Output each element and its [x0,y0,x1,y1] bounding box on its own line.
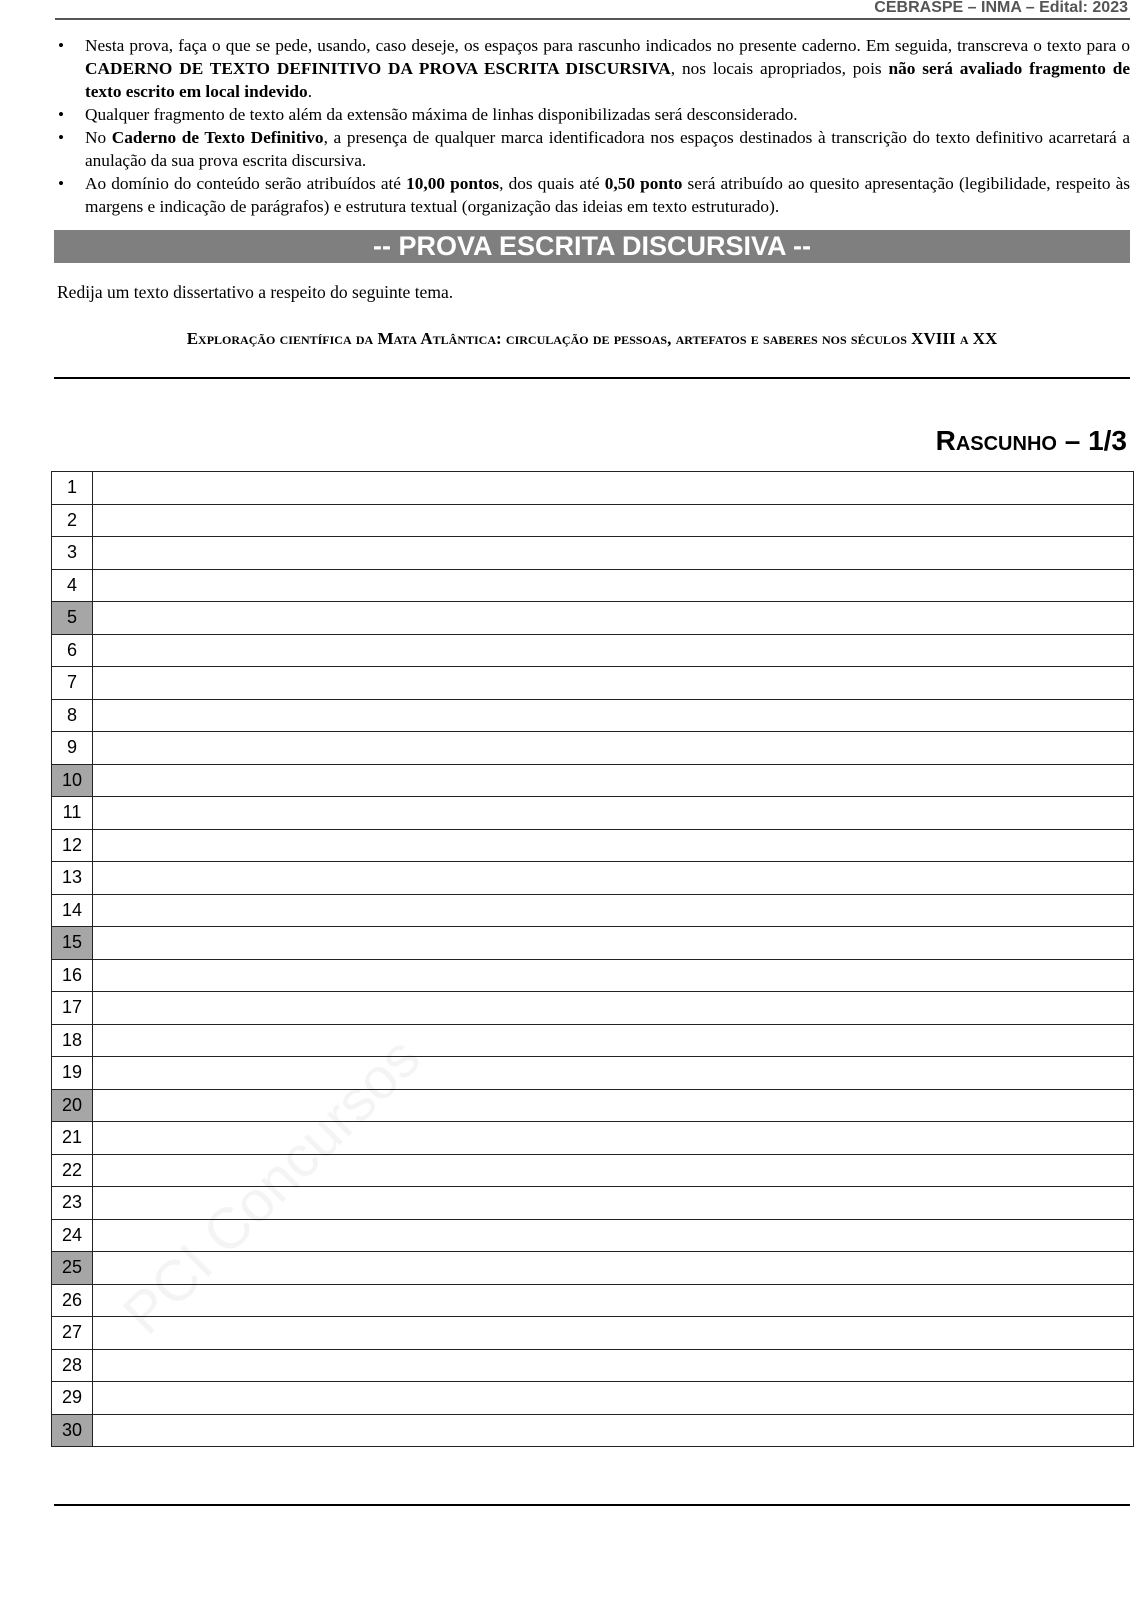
line-number: 13 [52,862,93,895]
line-number: 26 [52,1284,93,1317]
line-number: 1 [52,472,93,505]
draft-writing-line[interactable] [93,537,1134,570]
draft-line-row [52,634,1134,667]
draft-line-row [52,699,1134,732]
line-number: 22 [52,1154,93,1187]
draft-line-row [52,1414,1134,1447]
line-number: 30 [52,1414,93,1447]
draft-writing-line[interactable] [93,894,1134,927]
line-number: 6 [52,634,93,667]
draft-writing-line[interactable] [93,602,1134,635]
line-number: 18 [52,1024,93,1057]
draft-writing-line[interactable] [93,1382,1134,1415]
instruction-emphasis: 0,50 ponto [604,174,683,193]
instruction-text: Qualquer fragmento de texto além da extensão máxima de linhas disponibilizadas será desconsiderado. [85,105,798,124]
draft-line-row [52,1057,1134,1090]
instruction-item [56,126,1130,172]
draft-writing-line[interactable] [93,1154,1134,1187]
line-number: 20 [52,1089,93,1122]
draft-line-row [52,1382,1134,1415]
draft-line-row [52,1154,1134,1187]
exam-banner: -- PROVA ESCRITA DISCURSIVA -- [54,230,1130,263]
line-number: 5 [52,602,93,635]
draft-writing-line[interactable] [93,992,1134,1025]
draft-line-row [52,667,1134,700]
line-number: 28 [52,1349,93,1382]
instruction-text: . [307,82,313,101]
draft-writing-line[interactable] [93,569,1134,602]
draft-writing-line[interactable] [93,829,1134,862]
draft-writing-line[interactable] [93,472,1134,505]
draft-line-row [52,862,1134,895]
draft-lines-table [51,471,1134,1447]
line-number: 24 [52,1219,93,1252]
prompt-text: Redija um texto dissertativo a respeito do seguinte tema. [57,282,454,302]
line-number: 21 [52,1122,93,1155]
line-number: 14 [52,894,93,927]
line-number: 8 [52,699,93,732]
draft-writing-line[interactable] [93,634,1134,667]
line-number: 2 [52,504,93,537]
draft-writing-line[interactable] [93,1252,1134,1285]
draft-writing-line[interactable] [93,1284,1134,1317]
instruction-text: será atribuído ao quesito apresentação (legibilidade, respeito às margens e indicação de parágrafos) e estrutura textual (organização das ideias em texto estruturado). [85,174,1131,216]
draft-line-row [52,829,1134,862]
draft-writing-line[interactable] [93,504,1134,537]
draft-writing-line[interactable] [93,797,1134,830]
draft-title: Rascunho – 1/3 [935,425,1127,456]
instruction-emphasis: não será avaliado fragmento de texto escrito em local indevido [85,59,1130,101]
draft-line-row [52,1122,1134,1155]
instruction-emphasis: 10,00 pontos [406,174,500,193]
line-number: 4 [52,569,93,602]
line-number: 29 [52,1382,93,1415]
line-number: 3 [52,537,93,570]
instruction-item [56,172,1130,218]
draft-writing-line[interactable] [93,1414,1134,1447]
instruction-item [56,103,1130,126]
line-number: 27 [52,1317,93,1350]
instruction-text: Ao domínio do conteúdo serão atribuídos até [85,174,407,193]
draft-writing-line[interactable] [93,1349,1134,1382]
draft-writing-line[interactable] [93,1057,1134,1090]
draft-line-row [52,1089,1134,1122]
instruction-text: , nos locais apropriados, pois [670,59,889,78]
draft-line-row [52,764,1134,797]
draft-line-row [52,504,1134,537]
draft-writing-line[interactable] [93,764,1134,797]
draft-line-row [52,537,1134,570]
draft-writing-line[interactable] [93,1317,1134,1350]
line-number: 19 [52,1057,93,1090]
line-number: 25 [52,1252,93,1285]
instruction-emphasis: CADERNO DE TEXTO DEFINITIVO DA PROVA ESCRITA DISCURSIVA [85,59,671,78]
draft-line-row [52,472,1134,505]
draft-writing-line[interactable] [93,927,1134,960]
draft-line-row [52,1252,1134,1285]
line-number: 11 [52,797,93,830]
draft-line-row [52,959,1134,992]
draft-writing-line[interactable] [93,699,1134,732]
draft-writing-line[interactable] [93,862,1134,895]
line-number: 9 [52,732,93,765]
draft-writing-line[interactable] [93,1219,1134,1252]
instruction-text: , dos quais até [499,174,605,193]
draft-line-row [52,1349,1134,1382]
divider-bottom [54,1504,1130,1506]
instruction-text: , a presença de qualquer marca identificadora nos espaços destinados à transcrição do texto definitivo acarretará a anulação da sua prova escrita discursiva. [85,128,1131,170]
draft-writing-line[interactable] [93,959,1134,992]
draft-line-row [52,569,1134,602]
draft-writing-line[interactable] [93,732,1134,765]
line-number: 12 [52,829,93,862]
instruction-text: No [85,128,112,147]
line-number: 15 [52,927,93,960]
draft-line-row [52,894,1134,927]
draft-writing-line[interactable] [93,1089,1134,1122]
draft-line-row [52,927,1134,960]
draft-writing-line[interactable] [93,1024,1134,1057]
draft-line-row [52,1187,1134,1220]
page-header [55,0,1130,20]
instruction-text: Nesta prova, faça o que se pede, usando, caso deseje, os espaços para rascunho indicados no presente caderno. Em seguida, transcreva o texto para o [85,36,1130,55]
instructions-list [56,34,1130,218]
theme-title: Exploração científica da Mata Atlântica: circulação de pessoas, artefatos e saberes nos séculos XVIII a XX [186,329,998,348]
draft-writing-line[interactable] [93,1122,1134,1155]
draft-writing-line[interactable] [93,667,1134,700]
draft-line-row [52,1219,1134,1252]
draft-line-row [52,1284,1134,1317]
draft-line-row [52,992,1134,1025]
instruction-emphasis: Caderno de Texto Definitivo [111,128,324,147]
line-number: 16 [52,959,93,992]
draft-line-row [52,797,1134,830]
header-text: CEBRASPE – INMA – Edital: 2023 [874,0,1128,16]
line-number: 23 [52,1187,93,1220]
line-number: 7 [52,667,93,700]
draft-line-row [52,732,1134,765]
line-number: 10 [52,764,93,797]
divider-top [54,377,1130,379]
draft-writing-line[interactable] [93,1187,1134,1220]
draft-line-row [52,1024,1134,1057]
instruction-item [56,34,1130,103]
line-number: 17 [52,992,93,1025]
draft-line-row [52,602,1134,635]
draft-line-row [52,1317,1134,1350]
